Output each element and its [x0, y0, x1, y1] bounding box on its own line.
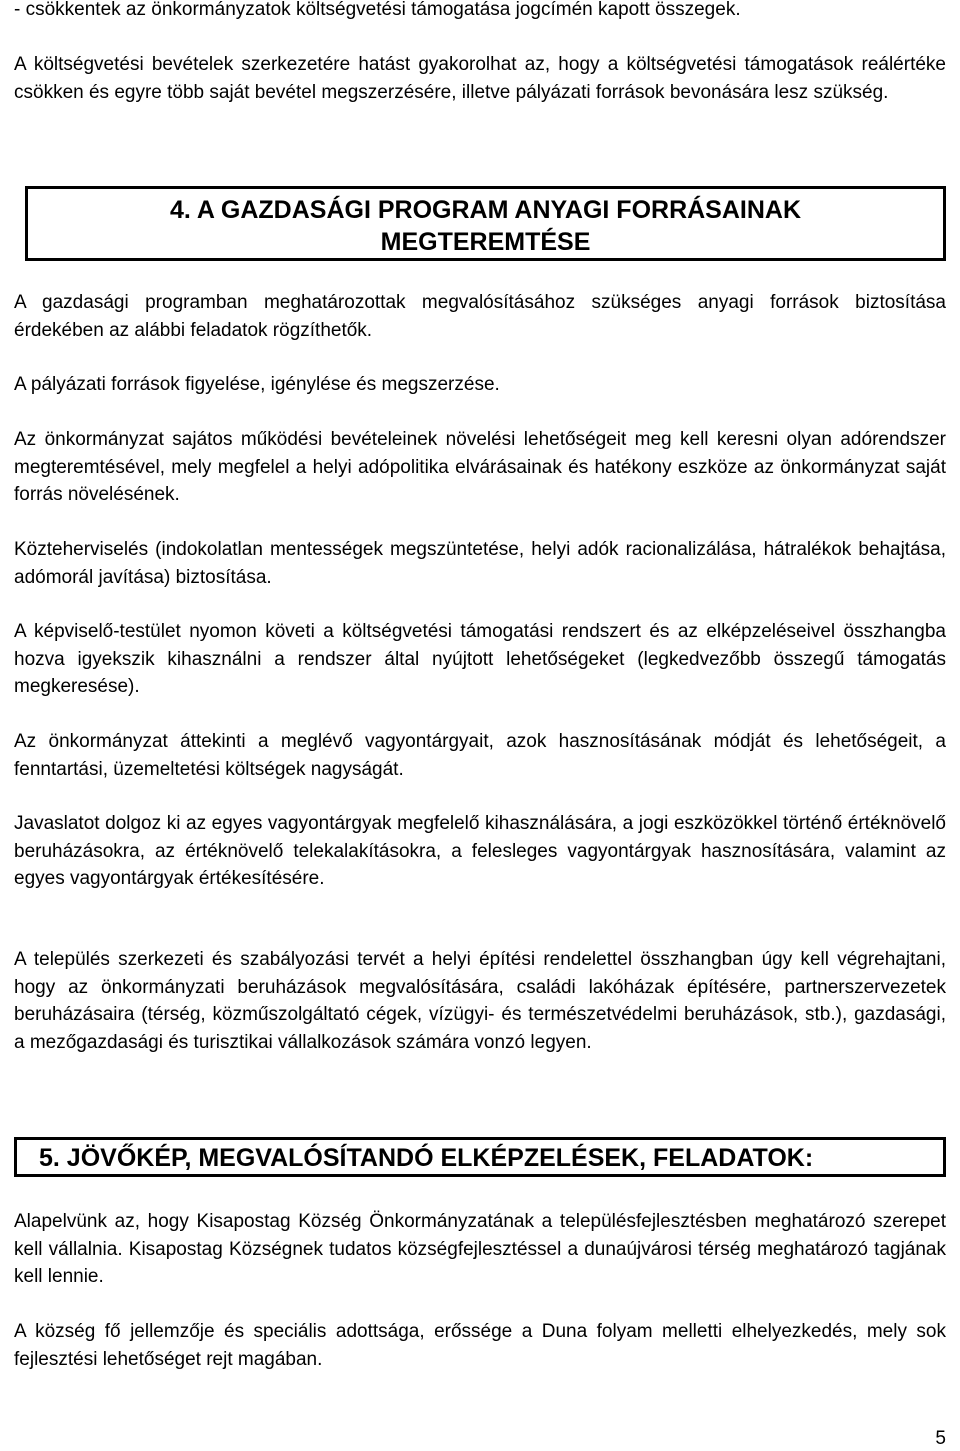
section-4-paragraph-8: A település szerkezeti és szabályozási tervét a helyi építési rendelettel összhangban úgy kell végrehajtani, hogy az önkormányzati beruházások megvalósítására, családi lakóházak építésére, partnerszervezetek beruházásaira (térség, közműszolgáltató cégek, vízügyi- és természetvédelmi beruházások, stb.), gazdasági, a mezőgazdasági és turisztikai vállalkozások számára vonzó legyen.	[14, 949, 946, 1053]
section-4-paragraph-6: Az önkormányzat áttekinti a meglévő vagyontárgyait, azok hasznosításának módját és lehetőségeit, a fenntartási, üzemeltetési költségek nagyságát.	[14, 731, 946, 780]
section-4-paragraph-5: A képviselő-testület nyomon követi a költségvetési támogatási rendszert és az elképzeléseivel összhangba hozva igyekszik kihasználni a rendszer által nyújtott lehetőségeket (legkedvezőbb összegű támogatás megkeresése).	[14, 621, 946, 697]
section-5-paragraph-2: A község fő jellemzője és speciális adottsága, erőssége a Duna folyam melletti elhelyezkedés, mely sok fejlesztési lehetőséget rejt magában.	[14, 1321, 946, 1370]
section-5-heading: 5. JÖVŐKÉP, MEGVALÓSÍTANDÓ ELKÉPZELÉSEK, FELADATOK:	[14, 1137, 946, 1177]
section-5-paragraph-1: Alapelvünk az, hogy Kisapostag Község Önkormányzatának a településfejlesztésben meghatározó szerepet kell vállalnia. Kisapostag Községnek tudatos községfejlesztéssel a dunaújvárosi térség meghatározó tagjának kell lennie.	[14, 1211, 946, 1287]
section-4-paragraph-2: A pályázati források figyelése, igénylése és megszerzése.	[14, 374, 500, 395]
top-line: - csökkentek az önkormányzatok költségvetési támogatása jogcímén kapott összegek.	[14, 0, 741, 20]
intro-paragraph: A költségvetési bevételek szerkezetére hatást gyakorolhat az, hogy a költségvetési támogatások reálértéke csökken és egyre több saját bevétel megszerzésére, illetve pályázati források bevonására lesz szükség.	[14, 54, 946, 103]
section-4-heading-line2: MEGTEREMTÉSE	[380, 228, 591, 256]
section-4-heading	[25, 186, 946, 261]
section-4-paragraph-7: Javaslatot dolgoz ki az egyes vagyontárgyak megfelelő kihasználására, a jogi eszközökkel történő értéknövelő beruházásokra, az értéknövelő telekalakításokra, a felesleges vagyontárgyak hasznosítására, valamint az egyes vagyontárgyak értékesítésére.	[14, 813, 946, 889]
section-4-paragraph-1: A gazdasági programban meghatározottak megvalósításához szükséges anyagi források biztosítása érdekében az alábbi feladatok rögzíthetők.	[14, 292, 946, 341]
section-4-paragraph-4: Közteherviselés (indokolatlan mentességek megszüntetése, helyi adók racionalizálása, hátralékok behajtása, adómorál javítása) biztosítása.	[14, 539, 946, 588]
section-4-paragraph-3: Az önkormányzat sajátos működési bevételeinek növelési lehetőségeit meg kell keresni olyan adórendszer megteremtésével, mely megfelel a helyi adópolitika elvárásainak és hatékony eszköze az önkormányzat saját forrás növelésének.	[14, 429, 946, 505]
section-4-heading-line1: 4. A GAZDASÁGI PROGRAM ANYAGI FORRÁSAINAK	[169, 196, 802, 224]
page-number: 5	[935, 1428, 946, 1449]
